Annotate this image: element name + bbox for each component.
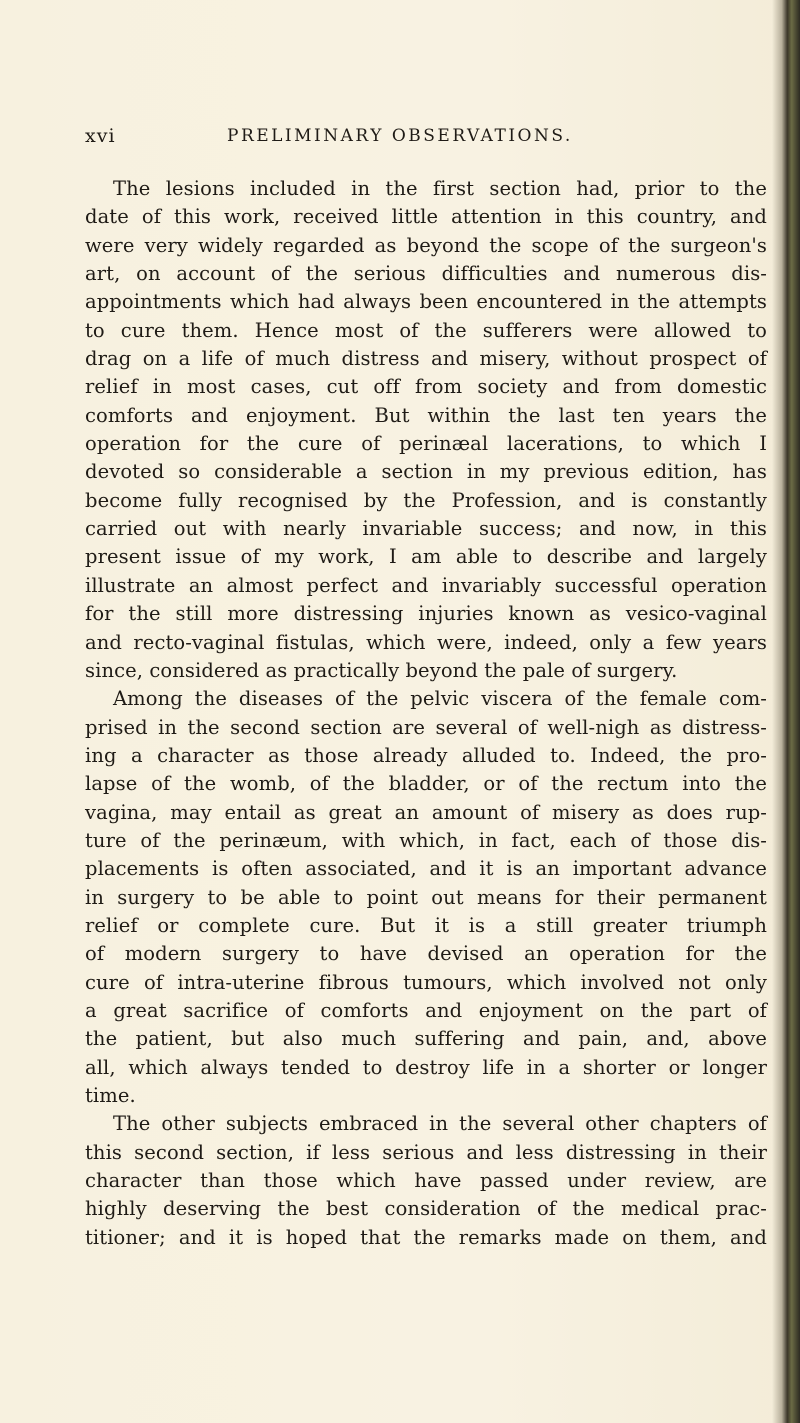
text-line: and recto-vaginal fistulas, which were, indeed, only a few years [85, 630, 767, 654]
text-line: all, which always tended to destroy life in a shorter or longer [85, 1055, 767, 1079]
text-line: highly deserving the best consideration of the medical prac- [85, 1197, 767, 1221]
page-edge-shadow [772, 0, 800, 1423]
text-line: this second section, if less serious and less distressing in their [85, 1140, 767, 1164]
text-line: vagina, may entail as great an amount of misery as does rup- [85, 800, 767, 824]
text-line: present issue of my work, I am able to describe and largely [85, 545, 767, 569]
text-line: a great sacrifice of comforts and enjoyment on the part of [85, 998, 767, 1022]
text-line: placements is often associated, and it is an important advance [85, 857, 767, 881]
text-line: prised in the second section are several of well-nigh as distress- [85, 715, 767, 739]
text-line: the patient, but also much suffering and pain, and, above [85, 1027, 767, 1051]
paragraph-2 [85, 685, 767, 1110]
text-line: date of this work, received little attention in this country, and [85, 205, 767, 229]
text-line: art, on account of the serious difficulties and numerous dis- [85, 262, 767, 286]
text-line: ing a character as those already alluded to. Indeed, the pro- [85, 743, 767, 767]
page-header [85, 125, 765, 155]
text-line: illustrate an almost perfect and invariably successful operation [85, 573, 767, 597]
text-line: The other subjects embraced in the several other chapters of [113, 1112, 767, 1136]
text-line: become fully recognised by the Profession, and is constantly [85, 488, 767, 512]
text-line: ture of the perinæum, with which, in fact, each of those dis- [85, 828, 767, 852]
text-line: titioner; and it is hoped that the remarks made on them, and [85, 1225, 767, 1249]
text-line: Among the diseases of the pelvic viscera of the female com- [113, 687, 767, 711]
body-text [85, 175, 767, 1252]
page-number: xvi [85, 125, 116, 147]
paragraph-3 [85, 1110, 767, 1252]
text-line: lapse of the womb, of the bladder, or of the rectum into the [85, 772, 767, 796]
text-line: of modern surgery to have devised an operation for the [85, 942, 767, 966]
text-line: time. [85, 1084, 136, 1107]
text-line: appointments which had always been encountered in the attempts [85, 290, 767, 314]
running-title: PRELIMINARY OBSERVATIONS. [227, 126, 573, 146]
text-line: drag on a life of much distress and misery, without prospect of [85, 347, 767, 371]
text-line: since, considered as practically beyond the pale of surgery. [85, 658, 678, 682]
paragraph-1 [85, 175, 767, 685]
text-line: relief or complete cure. But it is a still greater triumph [85, 913, 767, 937]
text-line: operation for the cure of perinæal lacerations, to which I [85, 432, 767, 456]
text-line: for the still more distressing injuries known as vesico-vaginal [85, 602, 767, 626]
text-line: carried out with nearly invariable success; and now, in this [85, 517, 767, 541]
text-line: were very widely regarded as beyond the scope of the surgeon's [85, 233, 767, 257]
text-line: to cure them. Hence most of the sufferers were allowed to [85, 318, 767, 342]
text-line: The lesions included in the first section had, prior to the [113, 177, 767, 200]
text-line: comforts and enjoyment. But within the last ten years the [85, 403, 767, 427]
text-line: cure of intra-uterine fibrous tumours, which involved not only [85, 970, 767, 994]
text-line: character than those which have passed under review, are [85, 1169, 767, 1193]
text-line: devoted so considerable a section in my previous edition, has [85, 460, 767, 484]
text-line: relief in most cases, cut off from society and from domestic [85, 375, 767, 399]
text-line: in surgery to be able to point out means for their permanent [85, 885, 767, 909]
